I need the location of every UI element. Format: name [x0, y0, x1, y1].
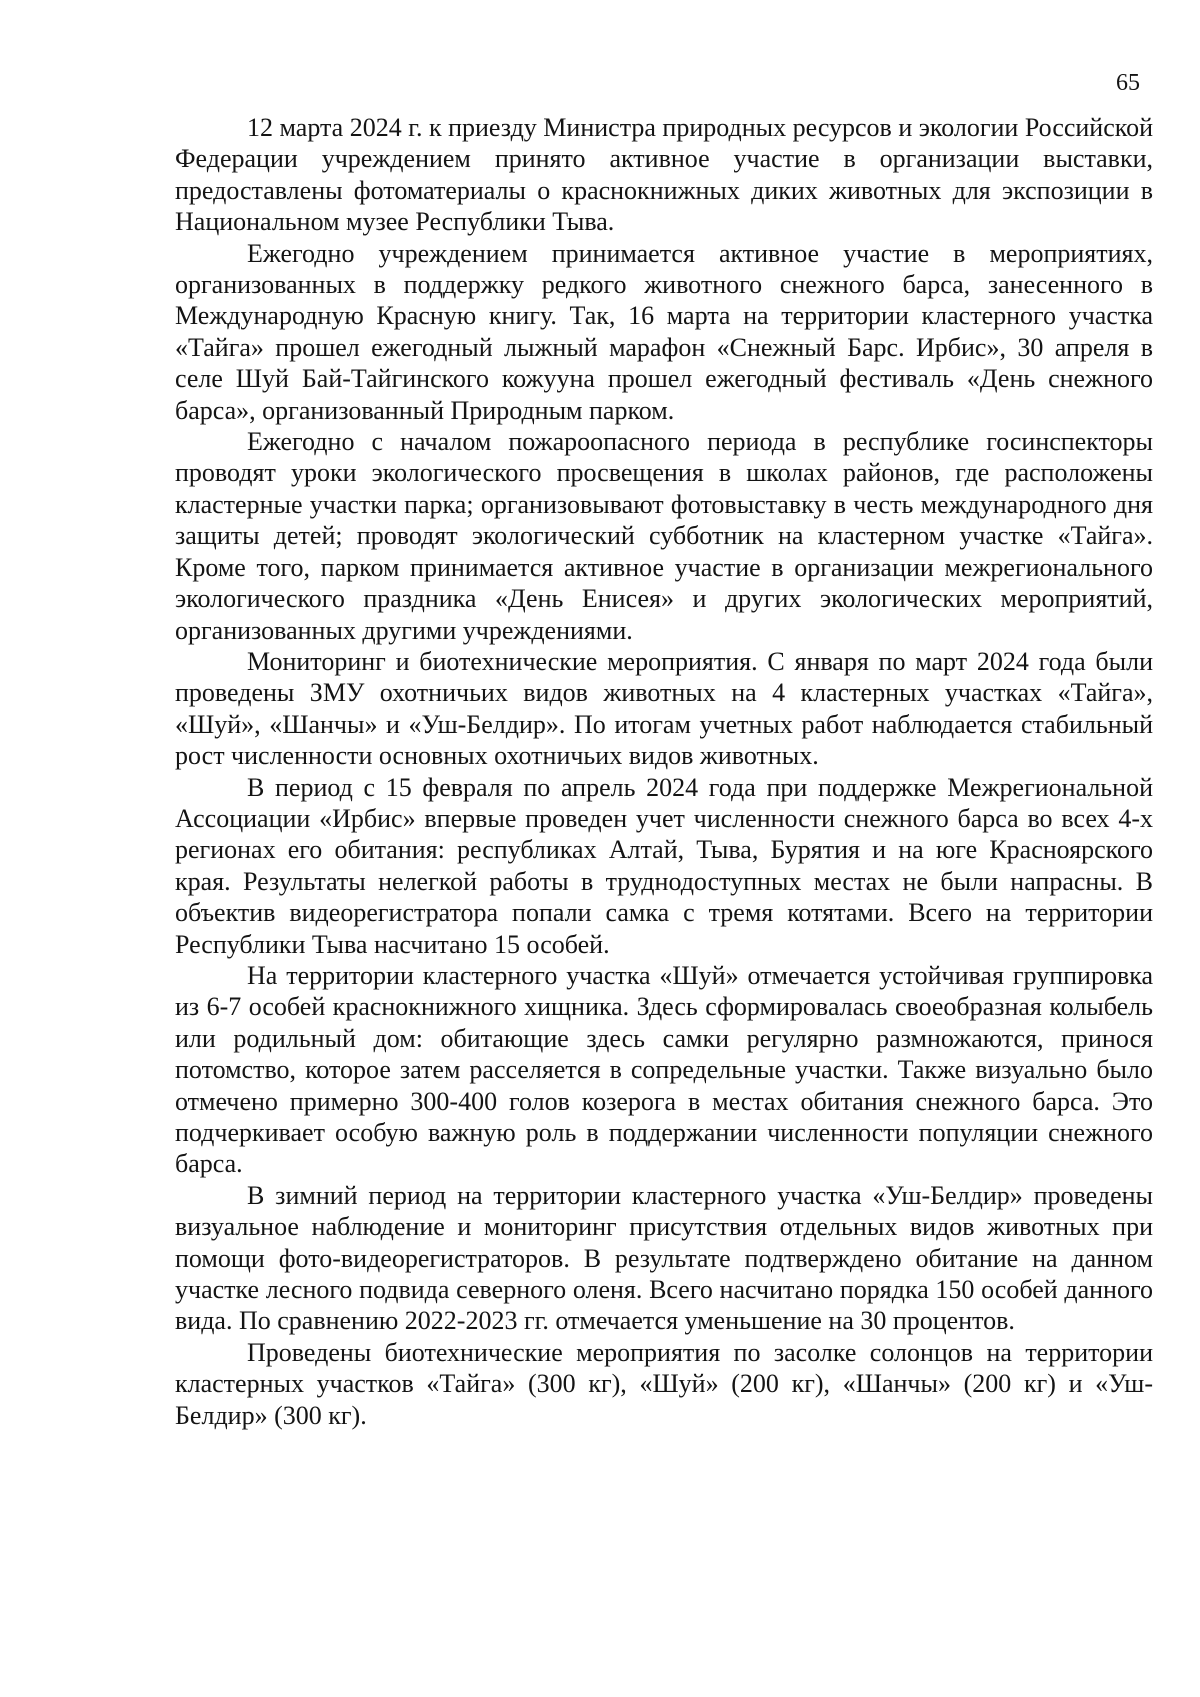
paragraph-salt-licks: Проведены биотехнические мероприятия по засолке солонцов на территории кластерных участков «Тайга» (300 кг), «Шуй» (200 кг), «Шанчы» (200 кг) и «Уш-Белдир» (300 кг).: [175, 1337, 1153, 1430]
paragraph-ecological-education: Ежегодно с началом пожароопасного периода в республике госинспекторы проводят уроки экологического просвещения в школах районов, где расположены кластерные участки парка; организовывают фотовыставку в честь международного дня защиты детей; проводят экологический субботник на кластерном участке «Тайга». Кроме того, парком принимается активное участие в организации межрегионального экологического праздника «День Енисея» и других экологических мероприятий, организованных другими учреждениями.: [175, 427, 1153, 645]
paragraph-monitoring: Мониторинг и биотехнические мероприятия. С января по март 2024 года были проведены ЗМУ охотничьих видов животных на 4 кластерных участках «Тайга», «Шуй», «Шанчы» и «Уш-Белдир». По итогам учетных работ наблюдается стабильный рост численности основных охотничьих видов животных.: [175, 646, 1153, 771]
page-number: 65: [1116, 70, 1140, 96]
paragraph-snow-leopard-census: В период с 15 февраля по апрель 2024 года при поддержке Межрегиональной Ассоциации «Ирбис» впервые проведен учет численности снежного барса во всех 4-х регионах его обитания: республиках Алтай, Тыва, Бурятия и на юге Красноярского края. Результаты нелегкой работы в труднодоступных местах не были напрасны. В объектив видеорегистратора попали самка с тремя котятами. Всего на территории Республики Тыва насчитано 15 особей.: [175, 772, 1153, 959]
paragraph-shui-group: На территории кластерного участка «Шуй» отмечается устойчивая группировка из 6-7 особей краснокнижного хищника. Здесь сформировалась своеобразная колыбель или родильный дом: обитающие здесь самки регулярно размножаются, принося потомство, которое затем расселяется в сопредельные участки. Также визуально было отмечено примерно 300-400 голов козерога в местах обитания снежного барса. Это подчеркивает особую важную роль в поддержании численности популяции снежного барса.: [175, 960, 1153, 1179]
body-text: [175, 112, 1153, 1431]
paragraph-snow-leopard-events: Ежегодно учреждением принимается активное участие в мероприятиях, организованных в поддержку редкого животного снежного барса, занесенного в Международную Красную книгу. Так, 16 марта на территории кластерного участка «Тайга» прошел ежегодный лыжный марафон «Снежный Барс. Ирбис», 30 апреля в селе Шуй Бай-Тайгинского кожууна прошел ежегодный фестиваль «День снежного барса», организованный Природным парком.: [175, 238, 1153, 425]
paragraph-ush-beldir-monitoring: В зимний период на территории кластерного участка «Уш-Белдир» проведены визуальное наблюдение и мониторинг присутствия отдельных видов животных при помощи фото-видеорегистраторов. В результате подтверждено обитание на данном участке лесного подвида северного оленя. Всего насчитано порядка 150 особей данного вида. По сравнению 2022-2023 гг. отмечается уменьшение на 30 процентов.: [175, 1180, 1153, 1336]
paragraph-exhibition: 12 марта 2024 г. к приезду Министра природных ресурсов и экологии Российской Федерации учреждением принято активное участие в организации выставки, предоставлены фотоматериалы о краснокнижных диких животных для экспозиции в Национальном музее Республики Тыва.: [175, 113, 1153, 237]
